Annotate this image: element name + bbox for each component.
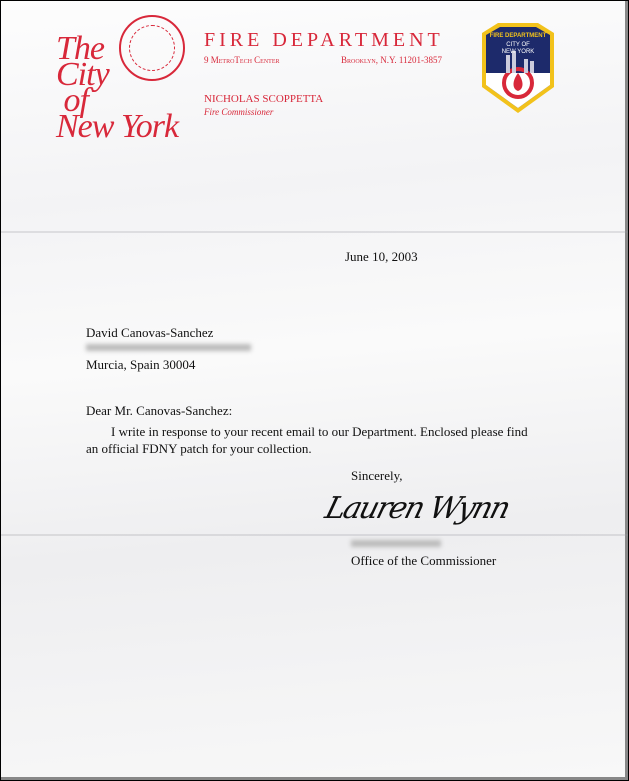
recipient-city: Murcia, Spain 30004 <box>86 357 196 372</box>
commissioner-name: NICHOLAS SCOPPETTA <box>204 93 324 105</box>
letter-date: June 10, 2003 <box>345 249 418 264</box>
salutation: Dear Mr. Canovas-Sanchez: <box>86 403 233 418</box>
svg-text:NEW YORK: NEW YORK <box>501 49 535 55</box>
redacted-signer-name <box>351 540 441 547</box>
city-seal-icon <box>119 15 185 81</box>
address-city: Brooklyn, N.Y. 11201-3857 <box>341 55 442 65</box>
address-street: 9 MetroTech Center <box>204 55 280 65</box>
svg-text:FIRE DEPARTMENT: FIRE DEPARTMENT <box>489 33 547 39</box>
body-line-2: an official FDNY patch for your collection. <box>86 441 312 456</box>
redacted-address <box>86 344 251 351</box>
signer-office: Office of the Commissioner <box>351 553 497 568</box>
signature: Lauren Wynn <box>321 491 513 526</box>
body-line-1: I write in response to your recent email to our Department. Enclosed please find <box>111 424 528 439</box>
closing: Sincerely, <box>351 468 403 483</box>
department-name: FIRE DEPARTMENT <box>204 29 444 51</box>
fdny-badge-icon <box>478 21 558 115</box>
svg-text:CITY OF: CITY OF <box>506 42 530 48</box>
paper-crease <box>1 231 628 233</box>
commissioner-title: Fire Commissioner <box>204 107 274 117</box>
city-of-new-york-logo: The City of New York <box>56 30 179 145</box>
recipient-name: David Canovas-Sanchez <box>86 325 214 340</box>
paper-crease <box>1 534 628 536</box>
